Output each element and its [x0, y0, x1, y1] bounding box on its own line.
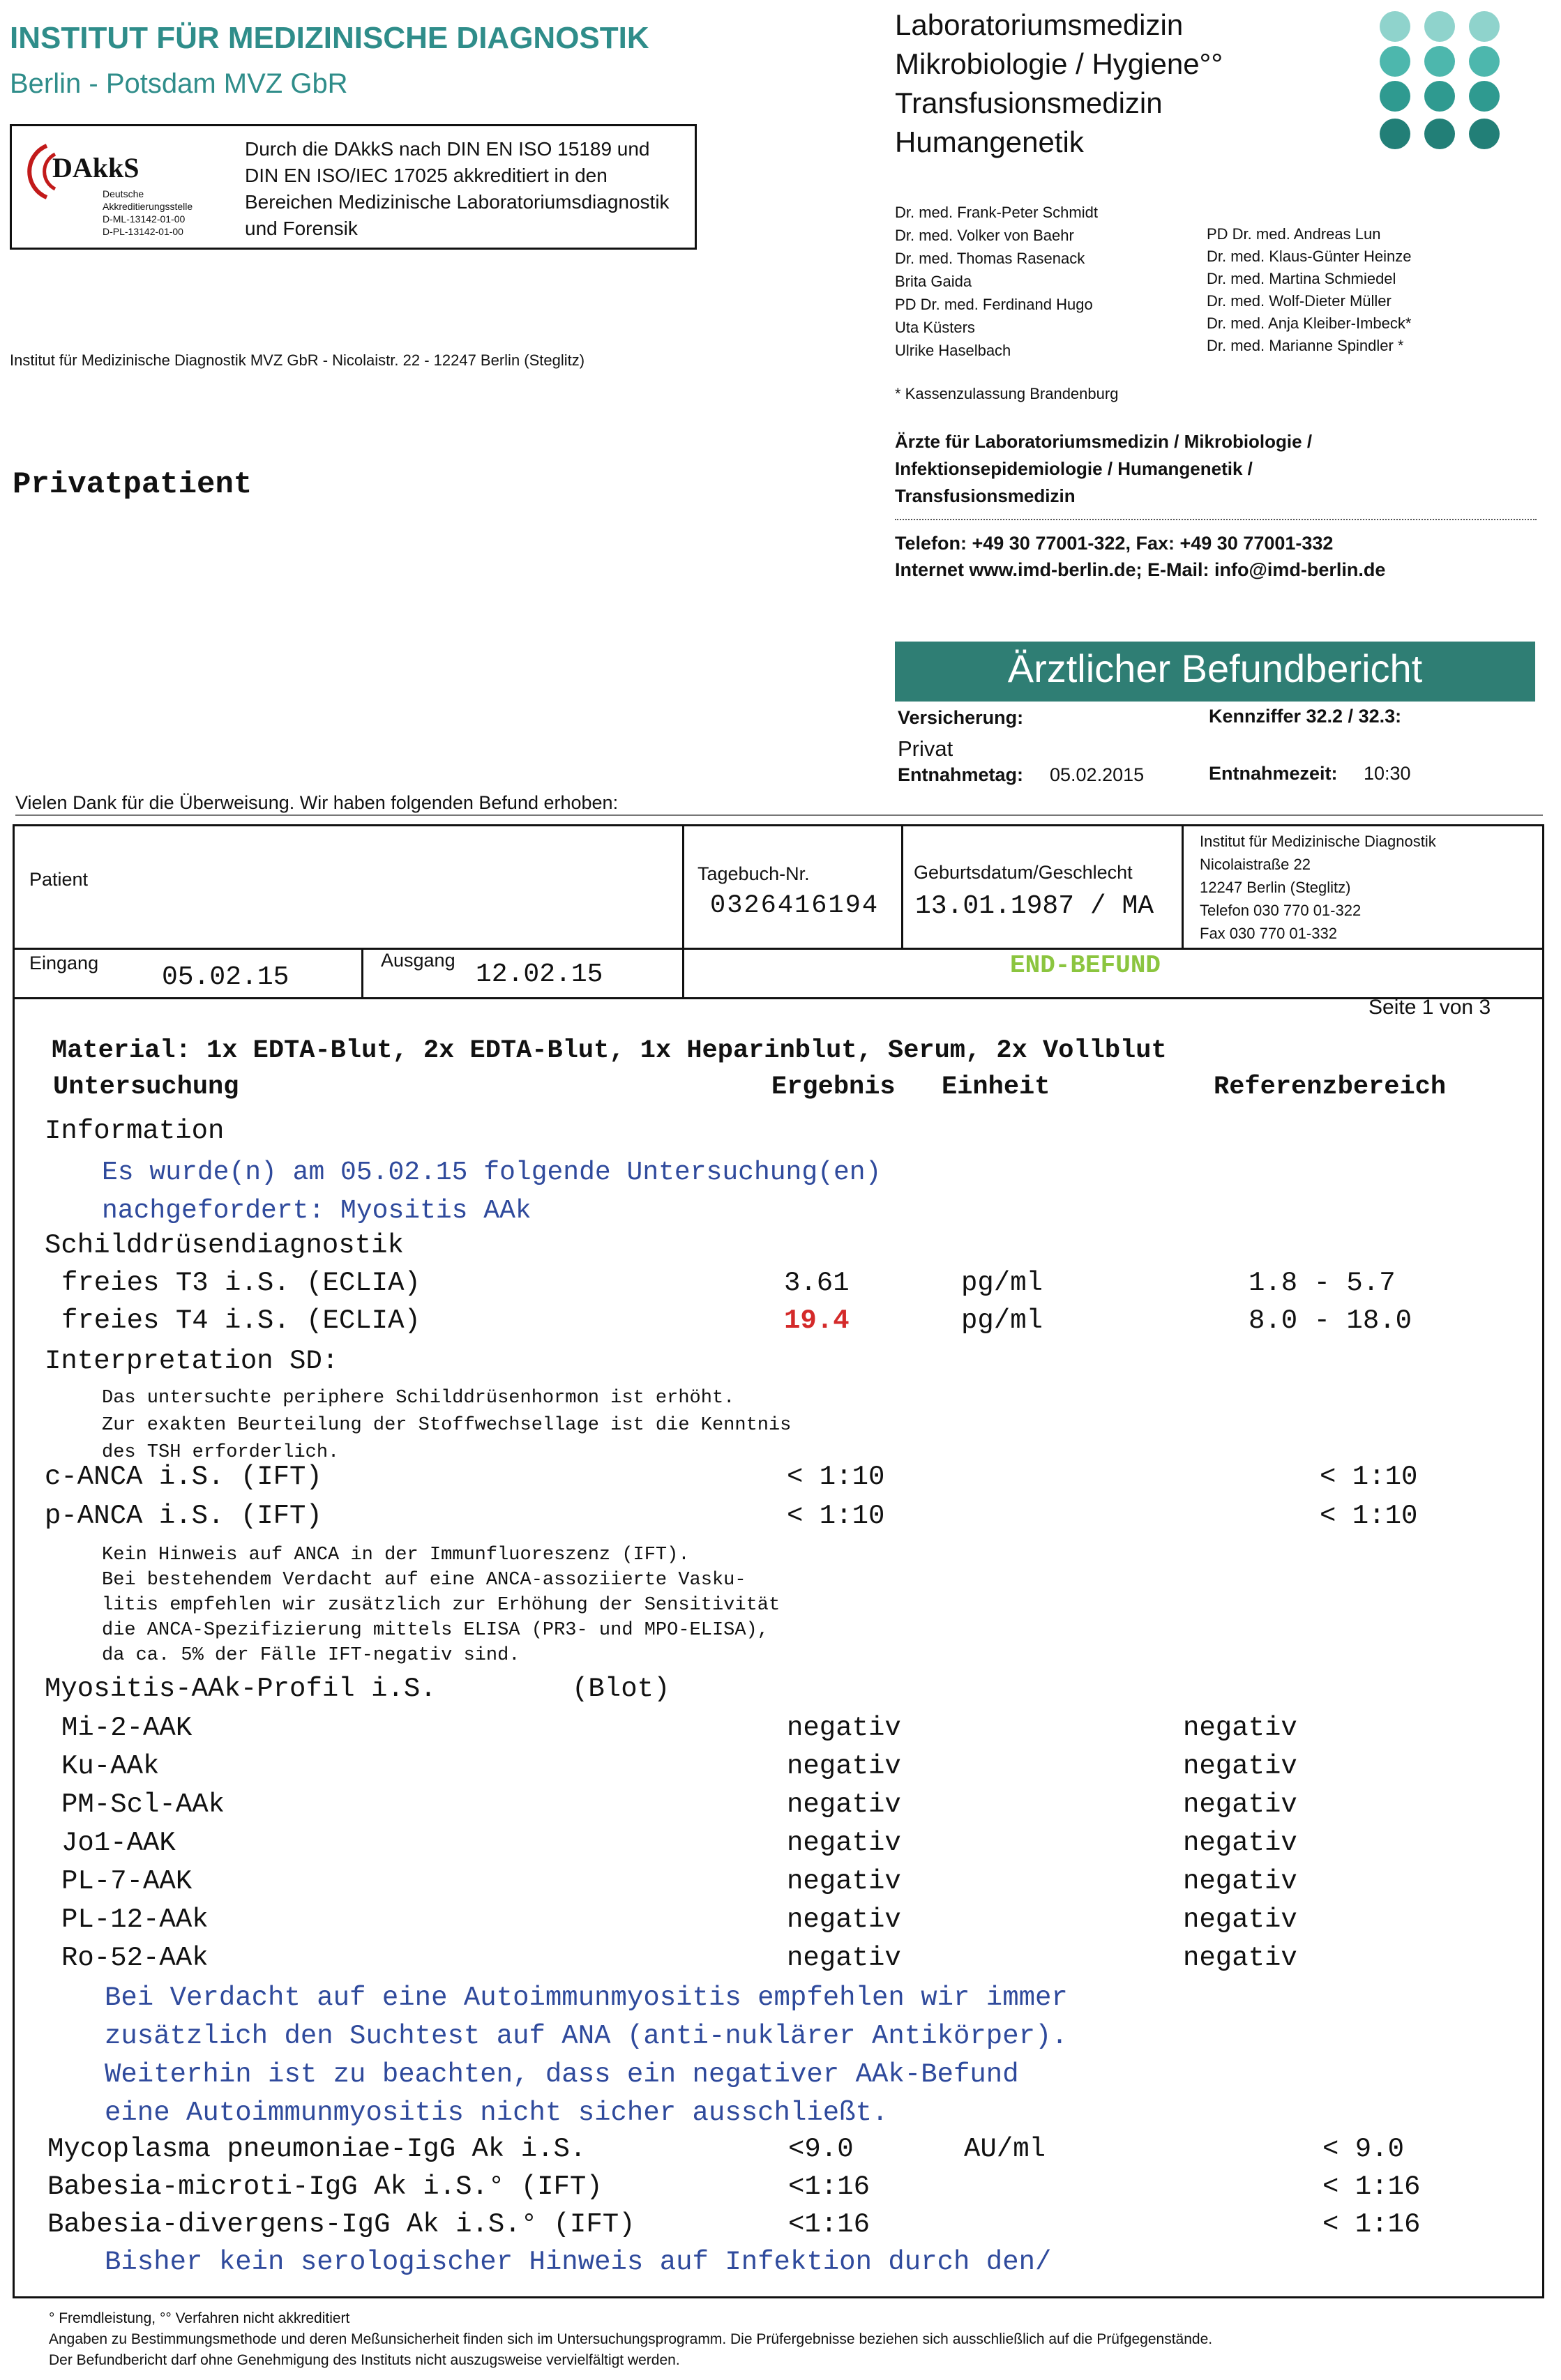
status-badge: END-BEFUND [1010, 951, 1161, 980]
ausgang-label: Ausgang [381, 950, 455, 971]
institute-name: INSTITUT FÜR MEDIZINISCHE DIAGNOSTIK [10, 21, 649, 55]
dakks-logo-text: DAkkS [52, 152, 139, 183]
eingang-value: 05.02.15 [162, 962, 289, 992]
interpretation-heading: Interpretation SD: [45, 1346, 339, 1377]
table-row: Jo1-AAK negativ negativ [61, 1828, 1297, 1858]
info-divider-2 [901, 824, 903, 948]
versicherung-label: Versicherung: [898, 707, 1024, 728]
table-row: Ku-AAk negativ negativ [61, 1751, 1297, 1782]
col-referenz: Referenzbereich [1214, 1072, 1447, 1102]
geburt-label: Geburtsdatum/Geschlecht [914, 862, 1133, 883]
entnahmezeit-value: 10:30 [1364, 763, 1411, 784]
sender-address: Institut für Medizinische Diagnostik MVZ GbR - Nicolaistr. 22 - 12247 Berlin (Steglitz) [10, 351, 585, 369]
doctors-left: Dr. med. Frank-Peter Schmidt Dr. med. Volker von Baehr Dr. med. Thomas Rasenack Brita Gaida PD Dr. med. Ferdinand Hugo Uta Küsters Ulrike Haselbach [895, 204, 1098, 359]
result-row-canca: c-ANCA i.S. (IFT) < 1:10 < 1:10 [45, 1462, 1418, 1492]
result-row-babesia-divergens: Babesia-divergens-IgG Ak i.S.° (IFT) <1:16 < 1:16 [47, 2209, 1421, 2240]
table-row: PL-12-AAk negativ negativ [61, 1904, 1297, 1935]
page-number: Seite 1 von 3 [1368, 996, 1491, 1019]
anca-note: Kein Hinweis auf ANCA in der Immunfluoreszenz (IFT). Bei bestehendem Verdacht auf eine ANCA-assoziierte Vasku- litis empfehlen wir zusätzlich zur Erhöhung der Sensitivität die ANCA-Spezifizierung mittels ELISA (PR3- und MPO-ELISA), da ca. 5% der Fälle IFT-negativ sind. [102, 1545, 780, 1666]
final-note: Bisher kein serologischer Hinweis auf Infektion durch den/ [105, 2247, 1052, 2277]
col-einheit: Einheit [942, 1072, 1050, 1102]
result-row-mycoplasma: Mycoplasma pneumoniae-IgG Ak i.S. <9.0 AU/ml < 9.0 [47, 2134, 1405, 2165]
dakks-small-text: Deutsche Akkreditierungsstelle D-ML-13142-01-00 D-PL-13142-01-00 [103, 188, 193, 237]
institute-address-block: Institut für Medizinische Diagnostik Nicolaistraße 22 12247 Berlin (Steglitz) Telefon 030 770 01-322 Fax 030 770 01-332 [1200, 833, 1436, 942]
result-row-t3: freies T3 i.S. (ECLIA) 3.61 pg/ml 1.8 - 5.7 [61, 1268, 1396, 1298]
section-schilddruese: Schilddrüsendiagnostik [45, 1230, 404, 1261]
info-table-rule [13, 948, 1544, 950]
contact-lines: Telefon: +49 30 77001-322, Fax: +49 30 77001-332 Internet www.imd-berlin.de; E-Mail: info@imd-berlin.de [895, 533, 1386, 580]
imd-dots-logo [1374, 7, 1528, 160]
col-untersuchung: Untersuchung [53, 1072, 239, 1102]
thanks-rule [15, 814, 1543, 816]
patient-label: Patient [29, 869, 89, 890]
eingang-label: Eingang [29, 953, 99, 973]
result-row-panca: p-ANCA i.S. (IFT) < 1:10 < 1:10 [45, 1501, 1418, 1531]
accreditation-box [10, 124, 697, 250]
ausgang-value: 12.02.15 [476, 960, 603, 990]
result-row-t4: freies T4 i.S. (ECLIA) 19.4 pg/ml 8.0 - 18.0 [61, 1305, 1412, 1336]
patient-type: Privatpatient [13, 467, 252, 502]
table-row: PL-7-AAK negativ negativ [61, 1866, 1297, 1897]
accreditation-text: Durch die DAkkS nach DIN EN ISO 15189 und DIN EN ISO/IEC 17025 akkreditiert in den Bereichen Medizinische Laboratoriumsdiagnostik und Forensik [245, 138, 670, 239]
table-row: Mi-2-AAK negativ negativ [61, 1713, 1297, 1743]
footer [49, 2308, 1212, 2371]
divider [895, 519, 1537, 520]
doctors-right: PD Dr. med. Andreas Lun Dr. med. Klaus-Günter Heinze Dr. med. Martina Schmiedel Dr. med. Wolf-Dieter Müller Dr. med. Anja Kleiber-Imbeck* Dr. med. Marianne Spindler * [1207, 225, 1412, 354]
thanks-line: Vielen Dank für die Überweisung. Wir haben folgenden Befund erhoben: [15, 792, 619, 813]
report-banner-title: Ärztlicher Befundbericht [1007, 646, 1423, 690]
specialty-lines: Ärzte für Laboratoriumsmedizin / Mikrobiologie / Infektionsepidemiologie / Humangenetik / Transfusionsmedizin [895, 431, 1313, 506]
result-row-babesia-microti: Babesia-microti-IgG Ak i.S.° (IFT) <1:16 < 1:16 [47, 2171, 1421, 2202]
dakks-logo [19, 135, 232, 239]
material-line: Material: 1x EDTA-Blut, 2x EDTA-Blut, 1x Heparinblut, Serum, 2x Vollblut [52, 1036, 1167, 1066]
versicherung-value: Privat [898, 736, 953, 761]
info-divider-1 [682, 824, 684, 997]
info-table-rule-2 [13, 997, 1544, 999]
info-note: Es wurde(n) am 05.02.15 folgende Untersuchung(en) nachgefordert: Myositis AAk [102, 1158, 882, 1226]
myositis-heading: Myositis-AAk-Profil i.S. (Blot) [45, 1674, 670, 1704]
table-row: PM-Scl-AAk negativ negativ [61, 1789, 1297, 1820]
kassen-note: * Kassenzulassung Brandenburg [895, 385, 1119, 402]
info-divider-4 [361, 948, 363, 998]
myositis-note: Bei Verdacht auf eine Autoimmunmyositis empfehlen wir immer zusätzlich den Suchtest auf ANA (anti-nuklärer Antikörper). Weiterhin ist zu beachten, dass ein negativer AAk-Befund eine Autoimmunmyositis nicht sicher ausschließt. [105, 1983, 1068, 2128]
information-heading: Information [45, 1116, 225, 1146]
col-ergebnis: Ergebnis [771, 1072, 896, 1102]
kennziffer: Kennziffer 32.2 / 32.3: [1209, 706, 1402, 727]
tagebuch-label: Tagebuch-Nr. [697, 863, 810, 884]
entnahmezeit-label: Entnahmezeit: [1209, 763, 1338, 784]
footer-line: Angaben zu Bestimmungsmethode und deren Meßunsicherheit finden sich im Untersuchungsprogramm. Die Prüfergebnisse beziehen sich ausschließlich auf die Prüfgegenstände. [49, 2331, 1213, 2347]
column-headers [0, 1072, 1561, 1107]
table-row: Ro-52-AAk negativ negativ [61, 1943, 1297, 1973]
departments: Laboratoriumsmedizin Mikrobiologie / Hygiene°° Transfusionsmedizin Humangenetik [895, 8, 1223, 158]
interpretation-text: Das untersuchte periphere Schilddrüsenhormon ist erhöht. Zur exakten Beurteilung der Stoffwechsellage ist die Kenntnis des TSH erforderlich. [102, 1388, 792, 1463]
footer-line: Der Befundbericht darf ohne Genehmigung des Instituts nicht auszugsweise vervielfältigt werden. [49, 2352, 680, 2368]
geburt-value: 13.01.1987 / MA [915, 891, 1154, 921]
entnahmetag-label: Entnahmetag: [898, 764, 1024, 785]
info-divider-3 [1182, 824, 1184, 948]
t4-result-flag: 19.4 [784, 1305, 850, 1336]
institute-subtitle: Berlin - Potsdam MVZ GbR [10, 68, 348, 99]
entnahmetag-value: 05.02.2015 [1050, 764, 1145, 785]
footer-line: ° Fremdleistung, °° Verfahren nicht akkreditiert [49, 2310, 350, 2326]
report-banner [895, 642, 1535, 702]
tagebuch-value: 0326416194 [710, 891, 880, 920]
